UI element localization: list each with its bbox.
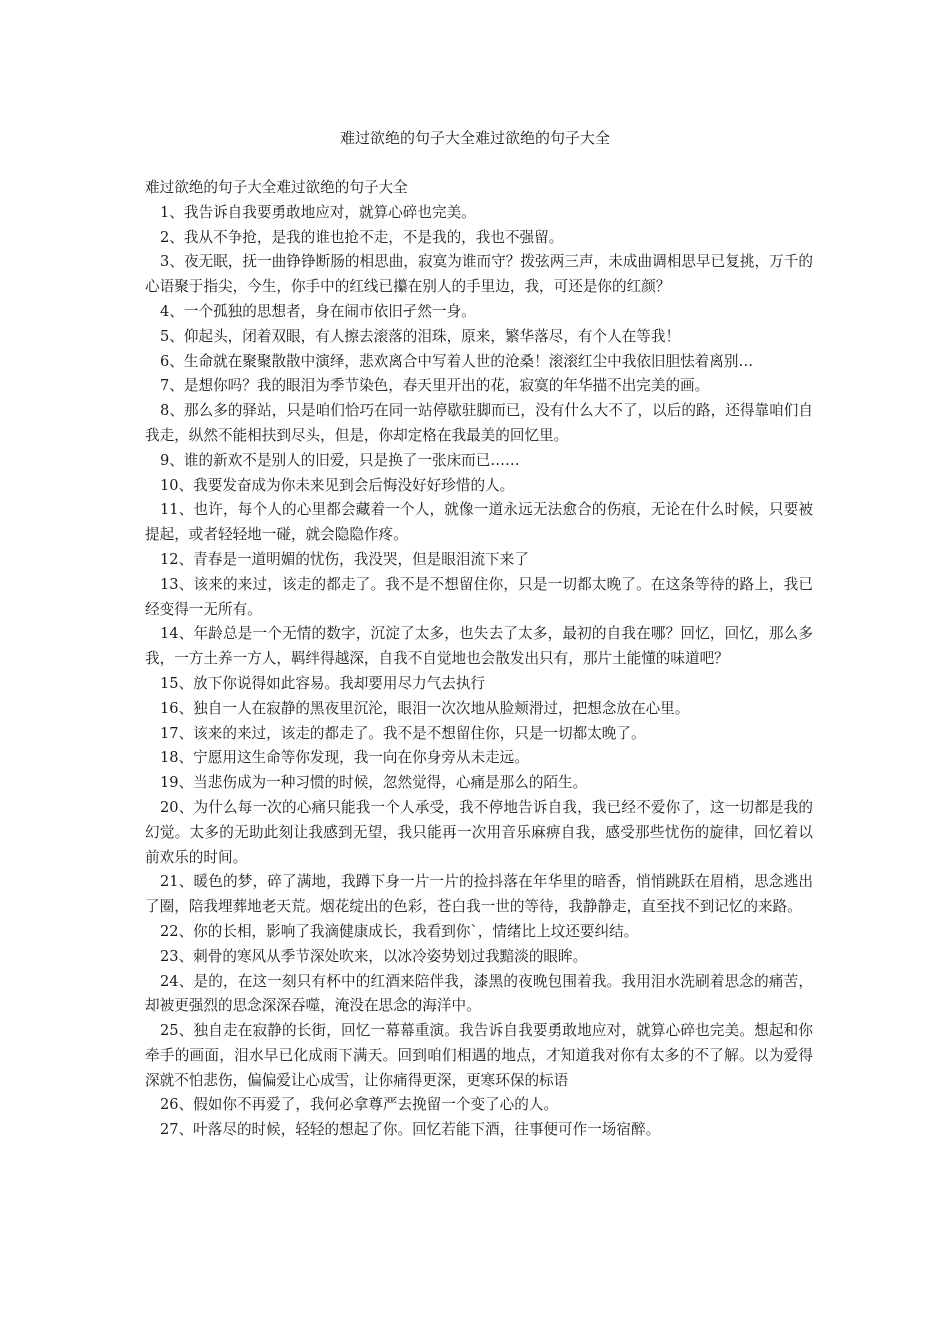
paragraph-22: 22、你的长相，影响了我滴健康成长，我看到你`，情绪比上坟还要纠结。	[160, 922, 639, 940]
paragraph-21: 21、暖色的梦，碎了满地，我蹲下身一片一片的捡抖落在年华里的暗香，悄悄跳跃在眉梢，思念逃出了圈，陪我埋葬地老天荒。烟花绽出的色彩，苍白我一世的等待，我静静走，直至找不到记忆的来路。	[145, 873, 813, 916]
paragraph-9: 9、谁的新欢不是别人的旧爱，只是换了一张床而已……	[160, 451, 520, 469]
paragraph-12: 12、青春是一道明媚的忧伤，我没哭，但是眼泪流下来了	[160, 550, 529, 568]
paragraph-11: 11、也许，每个人的心里都会藏着一个人，就像一道永远无法愈合的伤痕，无论在什么时候，只要被提起，或者轻轻地一碰，就会隐隐作疼。	[145, 501, 813, 544]
paragraph-5: 5、仰起头，闭着双眼，有人擦去滚落的泪珠，原来，繁华落尽，有个人在等我！	[160, 327, 681, 345]
paragraph-3: 3、夜无眠，抚一曲铮铮断肠的相思曲，寂寞为谁而守？拨弦两三声，未成曲调相思早已复挑，万千的心语聚于指尖，今生，你手中的红线已攥在别人的手里边，我，可还是你的红颜？	[145, 253, 813, 296]
paragraph-14: 14、年龄总是一个无情的数字，沉淀了太多，也失去了太多，最初的自我在哪？回忆，回忆，那么多我，一方土养一方人，羁绊得越深，自我不自觉地也会散发出只有，那片土能懂的味道吧？	[145, 625, 813, 668]
paragraph-6: 6、生命就在聚聚散散中演绎，悲欢离合中写着人世的沧桑！滚滚红尘中我依旧胆怯着离别…	[160, 352, 754, 370]
paragraph-15: 15、放下你说得如此容易。我却要用尽力气去执行	[160, 674, 486, 692]
paragraph-2: 2、我从不争抢，是我的谁也抢不走，不是我的，我也不强留。	[160, 228, 564, 246]
paragraph-18: 18、宁愿用这生命等你发现，我一向在你身旁从未走远。	[160, 749, 529, 767]
paragraph-19: 19、当悲伤成为一种习惯的时候，忽然觉得，心痛是那么的陌生。	[160, 774, 588, 792]
paragraph-25: 25、独自走在寂静的长街，回忆一幕幕重演。我告诉自我要勇敢地应对，就算心碎也完美。想起和你牵手的画面，泪水早已化成雨下满天。回到咱们相遇的地点，才知道我对你有太多的不了解。以为爱得深就不怕悲伤，偏偏爱让心成雪，让你痛得更深，更寒环保的标语	[145, 1022, 813, 1089]
paragraph-10: 10、我要发奋成为你未来见到会后悔没好好珍惜的人。	[160, 476, 515, 494]
document-title: 难过欲绝的句子大全难过欲绝的句子大全	[339, 129, 610, 147]
paragraph-13: 13、该来的来过，该走的都走了。我不是不想留住你，只是一切都太晚了。在这条等待的路上，我已经变得一无所有。	[145, 575, 813, 618]
document-subtitle: 难过欲绝的句子大全难过欲绝的句子大全	[145, 179, 408, 196]
paragraph-1: 1、我告诉自我要勇敢地应对，就算心碎也完美。	[160, 203, 476, 221]
paragraph-4: 4、一个孤独的思想者，身在闹市依旧孑然一身。	[160, 302, 476, 320]
paragraph-20: 20、为什么每一次的心痛只能我一个人承受，我不停地告诉自我，我已经不爱你了，这一切都是我的幻觉。太多的无助此刻让我感到无望，我只能再一次用音乐麻痹自我，感受那些忧伤的旋律，回忆着以前欢乐的时间。	[145, 798, 813, 866]
paragraph-8: 8、那么多的驿站，只是咱们恰巧在同一站停歇驻脚而已，没有什么大不了，以后的路，还得靠咱们自我走，纵然不能相扶到尽头，但是，你却定格在我最美的回忆里。	[145, 402, 813, 444]
paragraph-16: 16、独自一人在寂静的黑夜里沉沦，眼泪一次次地从脸颊滑过，把想念放在心里。	[160, 699, 690, 717]
paragraph-17: 17、该来的来过，该走的都走了。我不是不想留住你，只是一切都太晚了。	[160, 724, 646, 742]
paragraph-23: 23、刺骨的寒风从季节深处吹来，以冰冷姿势划过我黯淡的眼眸。	[160, 947, 588, 965]
paragraph-24: 24、是的，在这一刻只有杯中的红酒来陪伴我，漆黑的夜晚包围着我。我用泪水洗刷着思念的痛苦，却被更强烈的思念深深吞噬，淹没在思念的海洋中。	[145, 972, 813, 1015]
paragraph-27: 27、叶落尽的时候，轻轻的想起了你。回忆若能下酒，往事便可作一场宿醉。	[160, 1121, 661, 1139]
document-body	[145, 176, 813, 1143]
paragraph-26: 26、假如你不再爱了，我何必拿尊严去挽留一个变了心的人。	[160, 1096, 559, 1114]
paragraph-7: 7、是想你吗？我的眼泪为季节染色，春天里开出的花，寂寞的年华描不出完美的画。	[160, 377, 710, 395]
